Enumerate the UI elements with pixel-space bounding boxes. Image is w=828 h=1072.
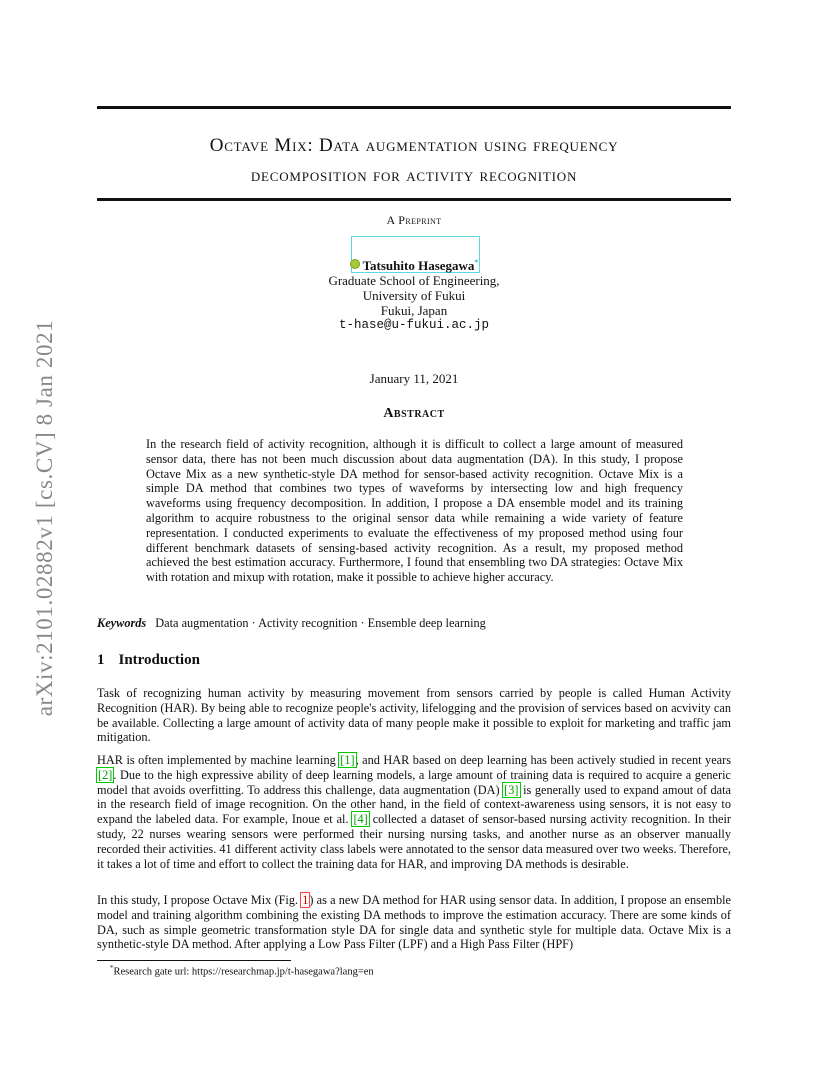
paragraph-text: , and HAR based on deep learning has been actively studied in recent years (355, 753, 731, 767)
citation-link[interactable]: [4] (353, 812, 368, 827)
arxiv-stamp: arXiv:2101.02882v1 [cs.CV] 8 Jan 2021 (32, 319, 57, 717)
section-heading (97, 652, 200, 669)
abstract-text: In the research field of activity recognition, although it is difficult to collect a large amount of measured sensor data, there has not been much discussion about data augmentation (DA). In this study, I propose Octave Mix as a new synthetic-style DA method for sensor-based activity recognition. Octave Mix is a simple DA method that combines two types of waveforms by intersecting low and high frequency waveforms using frequency decomposition. In addition, I propose a DA ensemble model and its training algorithm to acquire robustness to the original sensor data while remaining a wide variety of feature representation. I conducted experiments to evaluate the effectiveness of my proposed method using four different benchmark datasets of sensing-based activity recognition. As a result, my proposed method achieved the best estimation accuracy. Furthermore, I found that ensembling two DA strategies: Octave Mix with rotation and mixup with rotation, make it possible to achieve higher accuracy. (146, 437, 683, 585)
keywords-label: Keywords (97, 616, 147, 630)
paragraph-text: ) as a new DA method for HAR using sensor data. In addition, I propose an ensemble model and training algorithm combining the existing DA methods to improve the estimation accuracy. There are some kinds of DA, such as simple geometric transformation style DA for single data and synthetic style for multiple data. Octave Mix is a synthetic-style DA method. After applying a Low Pass Filter (LPF) and a High Pass Filter (HPF) (97, 893, 731, 952)
author-email: t-hase@u-fukui.ac.jp (338, 318, 490, 332)
figure-reference-link[interactable]: 1 (302, 893, 309, 907)
section-title: Introduction (118, 652, 200, 668)
intro-paragraph-2 (97, 753, 731, 871)
author-name-line (97, 258, 731, 274)
affiliation-line-1: Graduate School of Engineering, (328, 273, 500, 288)
section-number: 1 (97, 652, 105, 668)
citation-link[interactable]: [2] (98, 767, 113, 782)
paragraph-text: collected a dataset of sensor-based nursing activity recognition. In their study, 22 nurses wearing sensors were performed their nursing nursing tasks, and another nurse as an observer manually recorded their activities. 41 different activity class labels were annotated to the sensor data measured over two weeks. Therefore, it takes a lot of time and effort to collect the training data for HAR, and improving DA methods is desirable. (97, 812, 732, 871)
title-rule-top (97, 106, 731, 109)
affiliation-line-3: Fukui, Japan (380, 303, 448, 318)
publication-date: January 11, 2021 (369, 371, 459, 386)
keywords-line (97, 616, 486, 631)
paragraph-text: HAR is often implemented by machine learning (97, 753, 340, 767)
paper-title (97, 131, 731, 191)
abstract-heading: Abstract (383, 406, 445, 421)
affiliation-line-2: University of Fukui (362, 288, 466, 303)
citation-link[interactable]: [3] (504, 782, 519, 797)
title-line-1: Octave Mix: Data augmentation using frequency (209, 135, 619, 156)
preprint-label: A Preprint (386, 213, 442, 227)
orcid-icon[interactable] (350, 259, 360, 269)
paragraph-text: is generally used to expand amout of data in the research field of image recognition. On the other hand, in the field of context-awareness using sensors, it is not easy to expand the labeled data. For example, Inoue et al. (97, 782, 731, 827)
title-rule-bottom (97, 198, 731, 201)
paragraph-text: . Due to the high expressive ability of deep learning models, a large amount of training data is required to acquire a generic model that avoids overfitting. To address this challenge, data augmentation (DA) (97, 767, 731, 797)
footnote-text: Research gate url: https://researchmap.jp/t-hasegawa?lang=en (113, 966, 374, 978)
citation-link[interactable]: [1] (340, 753, 355, 767)
title-line-2: decomposition for activity recognition (250, 165, 578, 186)
intro-paragraph-3 (97, 893, 731, 952)
author-footnote-mark[interactable]: * (474, 258, 479, 267)
footnote-rule (97, 960, 291, 961)
footnote (110, 964, 374, 978)
author-name[interactable]: Tatsuhito Hasegawa (362, 258, 475, 273)
intro-paragraph-1: Task of recognizing human activity by measuring movement from sensors carried by people is called Human Activity Recognition (HAR). By being able to recognize people's activity, lifelogging and the provision of services based on acvivity can be available. Collecting a large amount of activity data of many people make it possible to exploit for marketing and traffic jam mitigation. (97, 686, 731, 745)
paragraph-text: In this study, I propose Octave Mix (Fig. (97, 893, 302, 907)
footnote-mark: * (110, 964, 114, 972)
keywords-text: Data augmentation · Activity recognition · Ensemble deep learning (155, 616, 486, 630)
